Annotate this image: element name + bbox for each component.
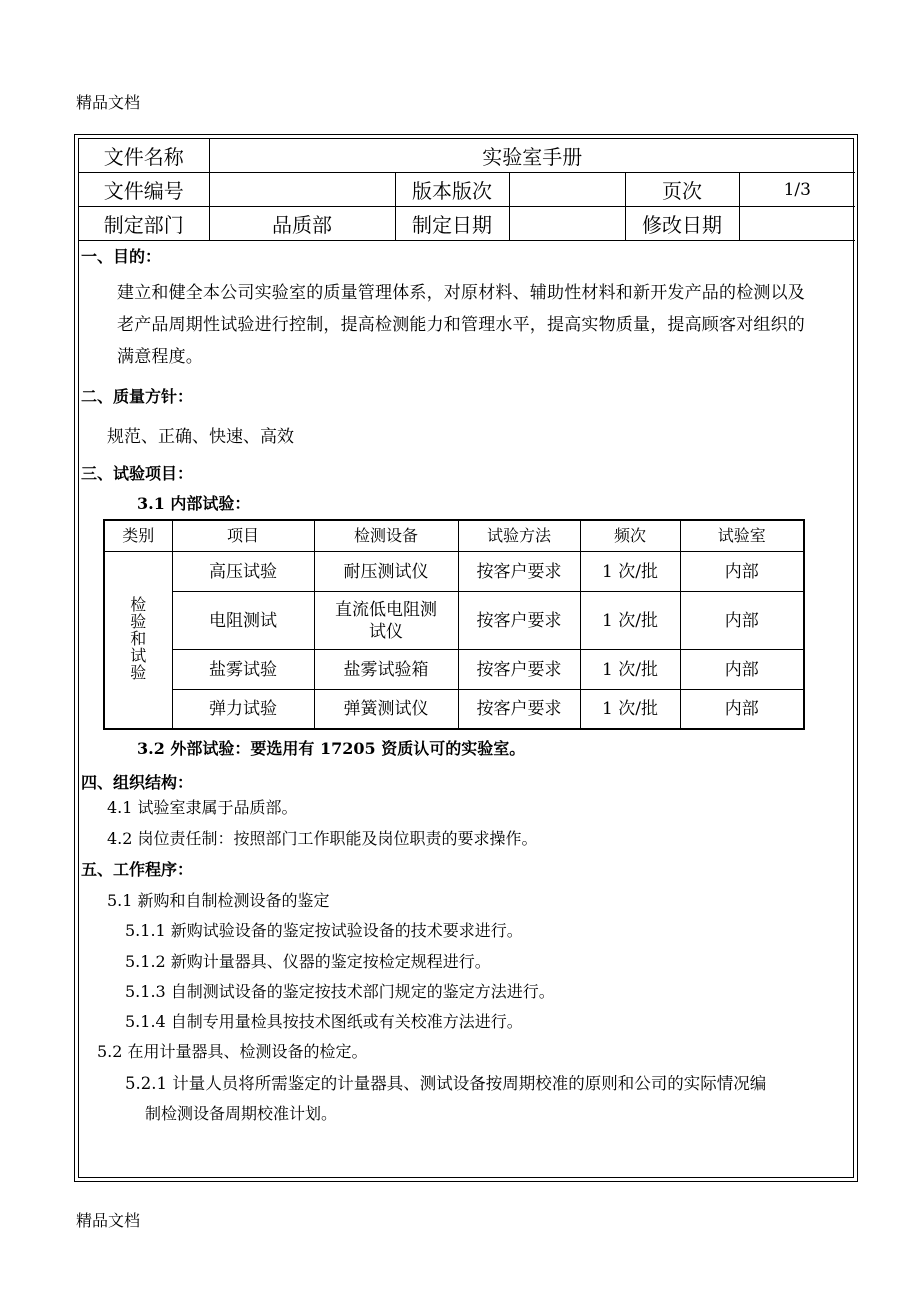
equipment-cell: 弹簧测试仪 [314,690,458,730]
item-cell: 电阻测试 [172,592,314,650]
section-5-1-4: 5.1.4 自制专用量检具按技术图纸或有关校准方法进行。 [125,1012,523,1031]
lab-cell: 内部 [680,552,804,592]
file-name-value: 实验室手册 [209,139,855,173]
date-label: 制定日期 [395,207,509,241]
section-1-title: 一、目的： [81,247,162,266]
frequency-cell: 1 次/批 [580,650,680,690]
equipment-cell: 盐雾试验箱 [314,650,458,690]
section-5-2-1-line-1: 5.2.1 计量人员将所需鉴定的计量器具、测试设备按周期校准的原则和公司的实际情况编 [125,1074,767,1093]
date-value [509,207,625,241]
lab-cell: 内部 [680,690,804,730]
method-cell: 按客户要求 [458,552,580,592]
section-1-line-3: 满意程度。 [117,347,203,367]
col-header-method: 试验方法 [458,520,580,552]
section-3-1-title: 3.1 内部试验： [137,494,251,513]
section-4-2: 4.2 岗位责任制：按照部门工作职能及岗位职责的要求操作。 [107,829,538,848]
category-text: 检验和试验 [130,595,147,682]
section-3-2-text: 3.2 外部试验：要选用有 17205 资质认可的实验室。 [137,739,526,758]
equipment-cell: 直流低电阻测试仪 [314,592,458,650]
version-label: 版本版次 [395,173,509,207]
revise-value [739,207,855,241]
method-cell: 按客户要求 [458,592,580,650]
document-body [78,138,854,1178]
equipment-cell: 耐压测试仪 [314,552,458,592]
quality-policy: 规范、正确、快速、高效 [107,427,294,447]
file-name-label: 文件名称 [79,139,209,173]
page-value: 1/3 [739,173,855,207]
lab-cell: 内部 [680,650,804,690]
section-5-2-1-line-2: 制检测设备周期校准计划。 [145,1104,338,1123]
section-5-1-3: 5.1.3 自制测试设备的鉴定按技术部门规定的鉴定方法进行。 [125,982,555,1001]
item-cell: 高压试验 [172,552,314,592]
col-header-frequency: 频次 [580,520,680,552]
method-cell: 按客户要求 [458,650,580,690]
document-frame [74,134,858,1182]
section-4-1: 4.1 试验室隶属于品质部。 [107,798,298,817]
section-5-2: 5.2 在用计量器具、检测设备的检定。 [97,1042,368,1061]
col-header-item: 项目 [172,520,314,552]
header-table [79,139,855,241]
category-cell [104,552,172,730]
frequency-cell: 1 次/批 [580,552,680,592]
item-cell: 弹力试验 [172,690,314,730]
frequency-cell: 1 次/批 [580,690,680,730]
col-header-equipment: 检测设备 [314,520,458,552]
dept-value: 品质部 [209,207,395,241]
section-5-title: 五、工作程序： [81,860,194,879]
section-1-line-1: 建立和健全本公司实验室的质量管理体系，对原材料、辅助性材料和新开发产品的检测以及 [117,283,805,303]
watermark-bottom: 精品文档 [76,1211,141,1230]
col-header-category: 类别 [104,520,172,552]
item-cell: 盐雾试验 [172,650,314,690]
dept-label: 制定部门 [79,207,209,241]
watermark-top: 精品文档 [76,93,141,112]
col-header-lab: 试验室 [680,520,804,552]
frequency-cell: 1 次/批 [580,592,680,650]
table-row [104,552,804,592]
version-value [509,173,625,207]
page-label: 页次 [625,173,739,207]
section-2-title: 二、质量方针： [81,387,194,406]
method-cell: 按客户要求 [458,690,580,730]
file-no-label: 文件编号 [79,173,209,207]
section-1-line-2: 老产品周期性试验进行控制，提高检测能力和管理水平，提高实物质量，提高顾客对组织的 [117,315,805,335]
lab-cell: 内部 [680,592,804,650]
file-no-value [209,173,395,207]
section-5-1-2: 5.1.2 新购计量器具、仪器的鉴定按检定规程进行。 [125,952,491,971]
test-items-table [103,519,805,730]
table-row [104,592,804,650]
section-3-title: 三、试验项目： [81,464,194,483]
table-row [104,650,804,690]
revise-label: 修改日期 [625,207,739,241]
section-4-title: 四、组织结构： [81,773,194,792]
section-5-1: 5.1 新购和自制检测设备的鉴定 [107,891,330,910]
section-5-1-1: 5.1.1 新购试验设备的鉴定按试验设备的技术要求进行。 [125,921,523,940]
table-row [104,690,804,730]
